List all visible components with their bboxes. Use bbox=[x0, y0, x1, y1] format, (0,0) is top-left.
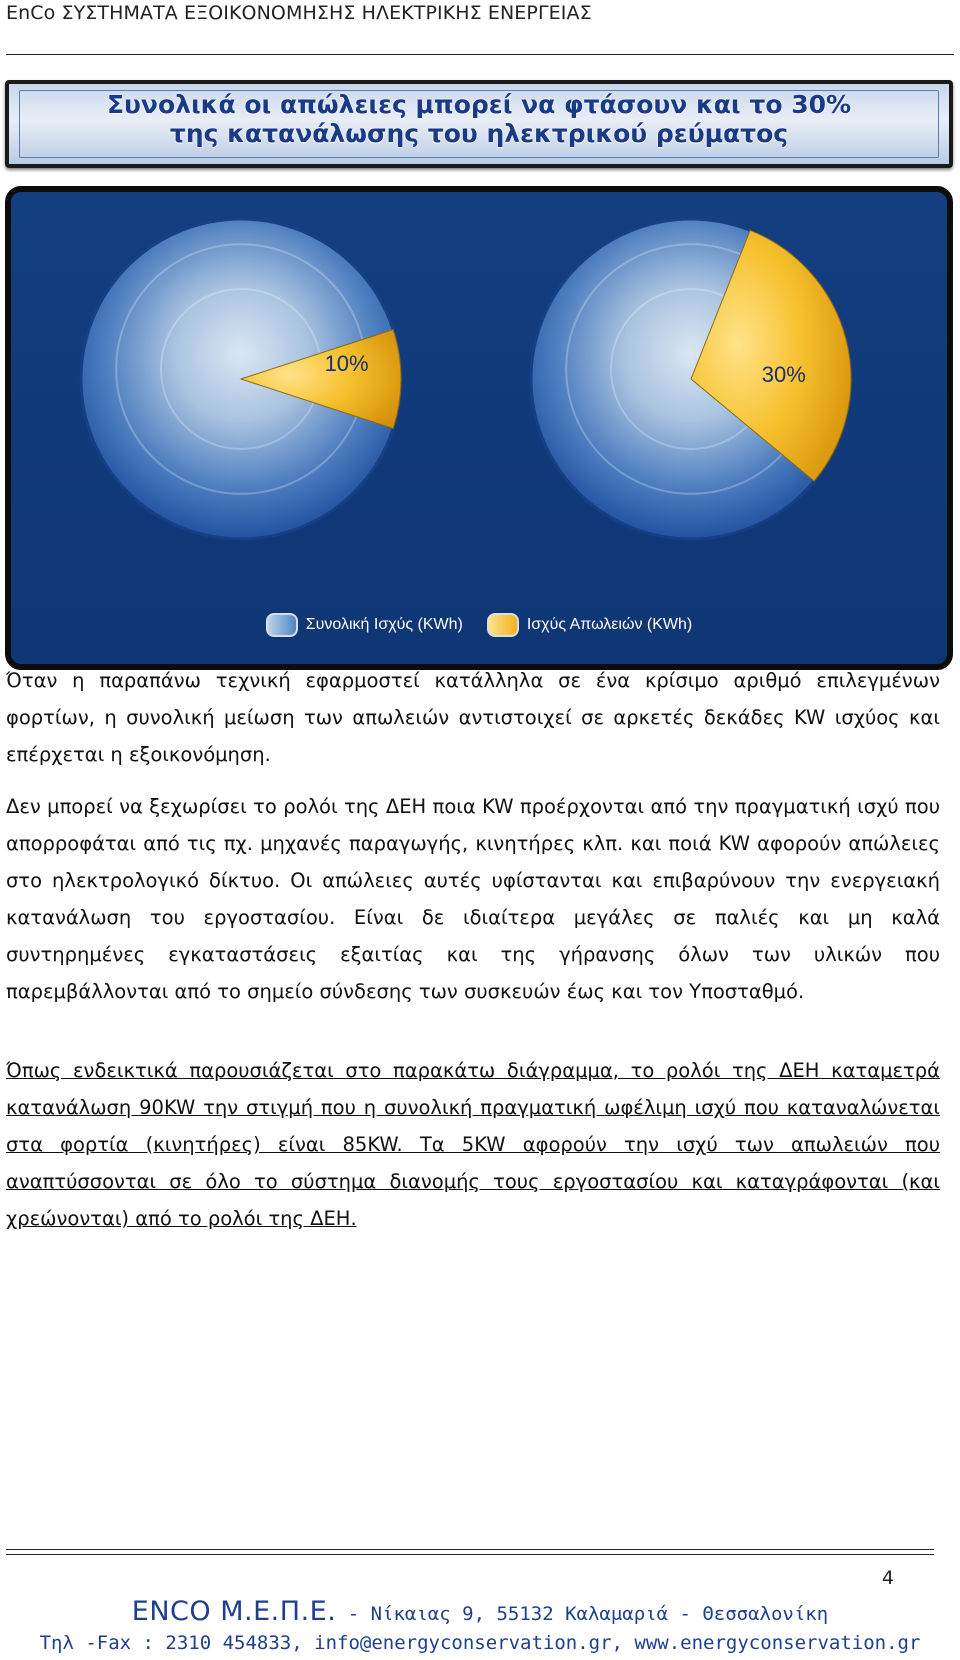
banner bbox=[5, 80, 953, 168]
banner-title bbox=[9, 90, 949, 148]
legend-swatch-total bbox=[266, 613, 298, 637]
banner-line-2: της κατανάλωσης του ηλεκτρικού ρεύματος bbox=[169, 119, 789, 148]
pie-1-data-label: 10% bbox=[324, 351, 369, 376]
page-number: 4 bbox=[881, 1567, 894, 1589]
footer-company-line bbox=[0, 1596, 960, 1627]
header-divider bbox=[6, 54, 954, 55]
pie-2-data-label: 30% bbox=[761, 362, 806, 388]
legend-label-losses: Ισχύς Απωλειών (KWh) bbox=[526, 616, 693, 633]
pie-charts-svg bbox=[11, 192, 947, 664]
header-title: EnCo ΣΥΣΤΗΜΑΤΑ ΕΞΟΙΚΟΝΟΜΗΣΗΣ ΗΛΕΚΤΡΙΚΗΣ ΕΝΕΡΓΕΙΑΣ bbox=[6, 2, 592, 24]
paragraph-3: Όπως ενδεικτικά παρουσιάζεται στο παρακάτω διάγραμμα, το ρολόι της ΔΕΗ καταμετρά κατανάλωση 90KW την στιγμή που η συνολική πραγματική ωφέλιμη ισχύ που καταναλώνεται στα φορτία (κινητήρες) είναι 85KW. Τα 5KW αφορούν την ισχύ των απωλειών που αναπτύσσονται σε όλο το σύστημα διανομής τους εργοστασίου και καταγράφονται (και χρεώνονται) από το ρολόι της ΔΕΗ. bbox=[6, 1059, 940, 1230]
legend-swatch-losses bbox=[487, 613, 519, 637]
footer-contact: Τηλ -Fax : 2310 454833, info@energyconservation.gr, www.energyconservation.gr bbox=[39, 1632, 921, 1654]
pie-charts-panel bbox=[5, 186, 953, 670]
footer-divider-bottom bbox=[6, 1554, 934, 1555]
footer-divider-top bbox=[6, 1549, 934, 1550]
footer-address: - Νίκαιας 9, 55132 Καλαμαριά - Θεσσαλονίκη bbox=[336, 1603, 829, 1625]
legend-label-total: Συνολική Ισχύς (KWh) bbox=[305, 616, 463, 633]
chart-legend bbox=[11, 610, 947, 640]
paragraph-2: Δεν μπορεί να ξεχωρίσει το ρολόι της ΔΕΗ ποια KW προέρχονται από την πραγματική ισχύ που απορροφάται από τις πχ. μηχανές παραγωγής, κινητήρες κλπ. και ποιά KW αφορούν απώλειες στο ηλεκτρολογικό δίκτυο. Οι απώλειες αυτές υφίστανται και επιβαρύνουν την ενεργειακή κατανάλωση του εργοστασίου. Είναι δε ιδιαίτερα μεγάλες σε παλιές και μη καλά συντηρημένες εγκαταστάσεις εξαιτίας και της γήρανσης όλων των υλικών που παρεμβάλλονται από το σημείο σύνδεσης των συσκευών έως και τον Υποσταθμό. bbox=[6, 795, 940, 1003]
banner-line-1: Συνολικά οι απώλειες μπορεί να φτάσουν και το 30% bbox=[106, 90, 852, 119]
paragraph-1: Όταν η παραπάνω τεχνική εφαρμοστεί κατάλληλα σε ένα κρίσιμο αριθμό επιλεγμένων φορτίων, η συνολική μείωση των απωλειών αντιστοιχεί σε αρκετές δεκάδες KW ισχύος και επέρχεται η εξοικονόμηση. bbox=[6, 669, 940, 766]
footer-brand: ENCO Μ.Ε.Π.Ε. bbox=[131, 1596, 337, 1627]
